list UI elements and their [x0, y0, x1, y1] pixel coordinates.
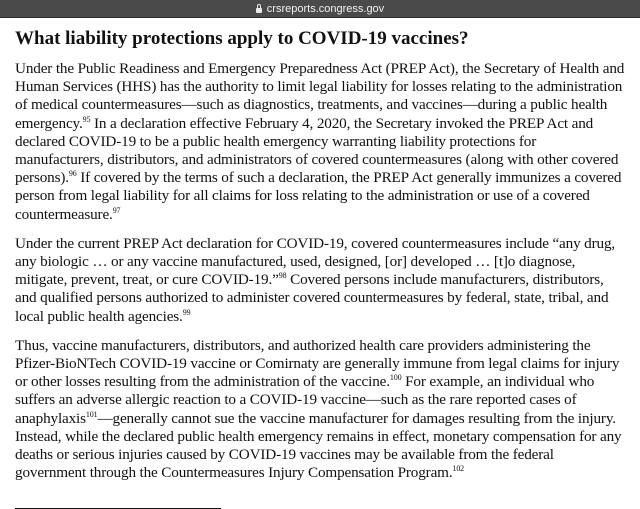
- footnote-link-96[interactable]: 96: [68, 169, 77, 179]
- footnote-link-99[interactable]: 99: [182, 307, 191, 317]
- url-text: crsreports.congress.gov: [266, 2, 385, 15]
- paragraph-covered-countermeasures: [15, 235, 627, 326]
- article-content: [0, 28, 640, 509]
- paragraph-text: If covered by the terms of such a declaration, the PREP Act generally immunizes a covered person from legal liability for all claims for loss relating to the administration or use of a covered countermeasure.: [15, 169, 622, 223]
- section-heading: What liability protections apply to COVID-19 vaccines?: [15, 28, 469, 49]
- lock-icon: [256, 8, 262, 13]
- paragraph-text: Covered persons include manufacturers, distributors, and qualified persons authorized to administer covered countermeasures by federal, state, tribal, and local public health agencies.: [15, 271, 609, 325]
- paragraph-text: In a declaration effective February 4, 2020, the Secretary invoked the PREP Act and declared COVID-19 to be a public health emergency warranting liability protections for manufacturers, distributors, and administrators of covered countermeasures (along with other covered persons).: [15, 114, 619, 187]
- footnote-link-100[interactable]: 100: [389, 373, 402, 383]
- footnote-link-95[interactable]: 95: [82, 114, 91, 124]
- paragraph-text: —generally cannot sue the vaccine manufacturer for damages resulting from the injury. Instead, while the declared public health emergency remains in effect, monetary compensation for any deaths or serious injuries caused by COVID-19 vaccines may be available from the federal government through the Countermeasures Injury Compensation Program.: [15, 409, 622, 482]
- paragraph-text: Under the Public Readiness and Emergency Preparedness Act (PREP Act), the Secretary of Health and Human Services (HHS) has the authority to limit legal liability for losses relating to the administration of medical countermeasures—such as diagnostics, treatments, and vaccines—during a public health emergency.: [15, 60, 625, 132]
- paragraph-text: Thus, vaccine manufacturers, distributors, and authorized health care providers administering the Pfizer-BioNTech COVID-19 vaccine or Comirnaty are generally immune from legal claims for injury or other losses resulting from the administration of the vaccine.: [15, 336, 620, 391]
- browser-address-bar[interactable]: [0, 0, 640, 18]
- footnote-link-102[interactable]: 102: [452, 464, 465, 474]
- footnote-link-97[interactable]: 97: [112, 205, 121, 215]
- footnote-link-101[interactable]: 101: [85, 409, 98, 419]
- paragraph-text: Under the current PREP Act declaration for COVID-19, covered countermeasures include “any drug, any biologic … or any vaccine manufactured, used, designed, [or] developed … [t]o diagnose, mitigate, prevent, treat, or cure COVID-19.”: [15, 234, 616, 289]
- paragraph-prep-act: [15, 60, 627, 224]
- footnote-link-98[interactable]: 98: [278, 271, 287, 281]
- paragraph-text: For example, an individual who suffers an adverse allergic reaction to a COVID-19 vaccine—such as the rare reported cases of anaphylaxis: [15, 373, 595, 427]
- paragraph-immunity: [15, 337, 627, 483]
